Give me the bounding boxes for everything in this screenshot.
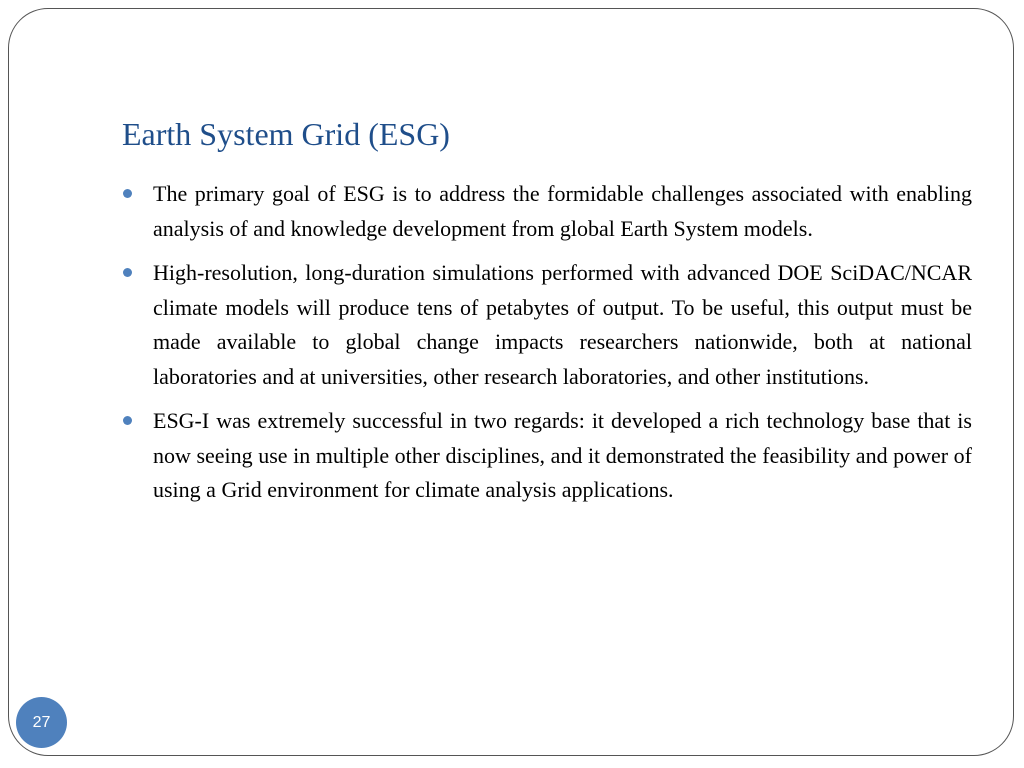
slide-frame xyxy=(8,8,1014,756)
bullet-text: High-resolution, long-duration simulations performed with advanced DOE SciDAC/NCAR climate models will produce tens of petabytes of output. To be useful, this output must be made available to global change impacts researchers nationwide, both at national laboratories and at universities, other research laboratories, and other institutions. xyxy=(153,260,972,389)
bullet-item xyxy=(119,404,972,508)
bullet-item xyxy=(119,177,972,246)
slide-title: Earth System Grid (ESG) xyxy=(122,116,450,152)
page-number-badge: 27 xyxy=(16,697,67,748)
bullet-text: The primary goal of ESG is to address the formidable challenges associated with enabling analysis of and knowledge development from global Earth System models. xyxy=(153,181,972,241)
bullet-list xyxy=(119,177,972,518)
bullet-item xyxy=(119,256,972,394)
bullet-dot-icon xyxy=(123,268,132,277)
bullet-text: ESG-I was extremely successful in two regards: it developed a rich technology base that is now seeing use in multiple other disciplines, and it demonstrated the feasibility and power of using a Grid environment for climate analysis applications. xyxy=(153,408,972,502)
bullet-dot-icon xyxy=(123,416,132,425)
bullet-dot-icon xyxy=(123,189,132,198)
